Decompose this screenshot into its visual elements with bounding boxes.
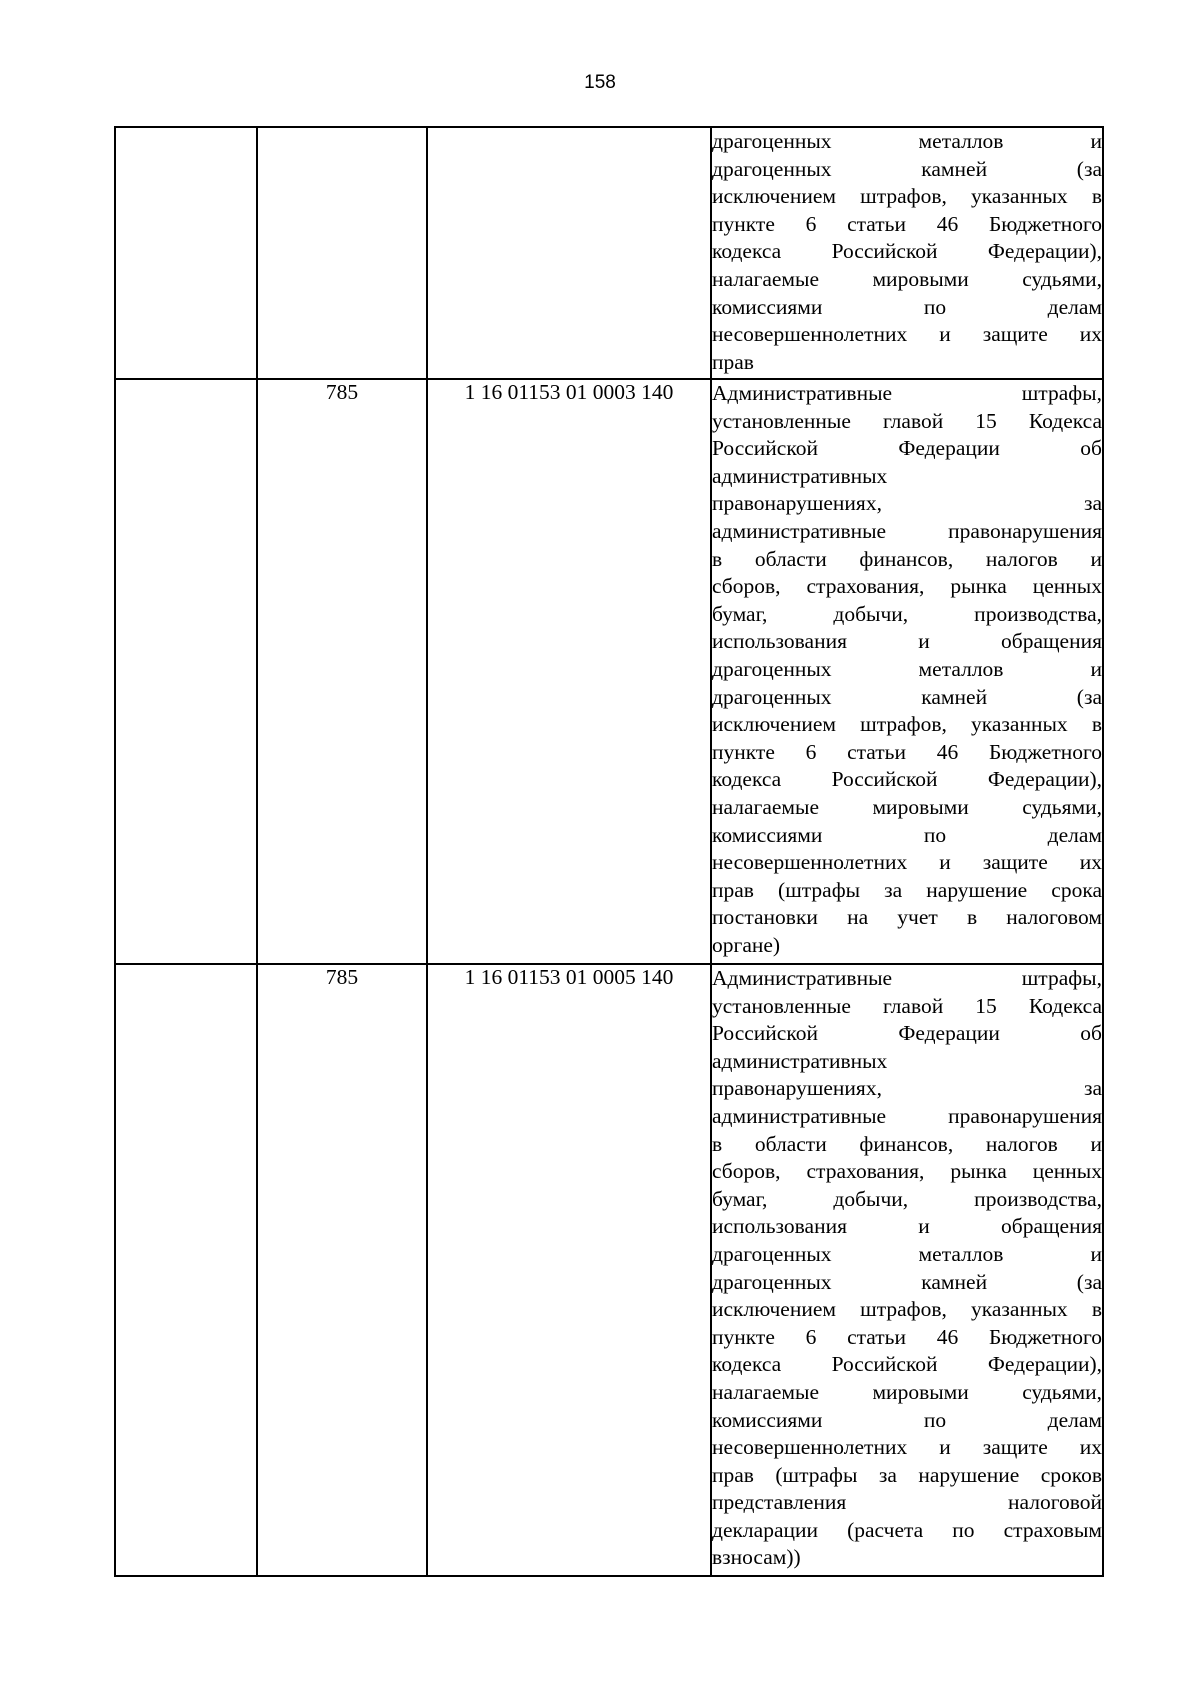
description-line: Российской Федерации об [712,1021,1102,1046]
description-cell [711,127,1103,379]
row-number-cell [115,964,257,1576]
description-line: взносам)) [712,1545,801,1570]
description-line: в области финансов, налогов и [712,1131,1102,1156]
description-line: Административные штрафы, [712,966,1102,990]
budget-code-table [114,126,1104,1577]
table-row [115,127,1103,379]
description-line: прав (штрафы за нарушение сроков [712,1462,1102,1487]
description-line: постановки на учет в налоговом [712,905,1102,930]
description-line: комиссиями по делам [712,294,1102,319]
description-line: драгоценных камней (за [712,156,1102,181]
kbk-code-cell: 1 16 01153 01 0005 140 [427,964,711,1576]
description-line: кодекса Российской Федерации), [712,767,1102,792]
description-cell [711,379,1103,964]
description-line: пункте 6 статьи 46 Бюджетного [712,739,1102,764]
description-line: бумаг, добычи, производства, [712,1186,1102,1211]
description-line: использования и обращения [712,629,1102,654]
kbk-code-cell: 1 16 01153 01 0003 140 [427,379,711,964]
description-line: прав [712,349,754,374]
description-line: Российской Федерации об [712,436,1102,461]
description-line: кодекса Российской Федерации), [712,239,1102,264]
admin-code-cell [257,127,427,379]
description-cell [711,964,1103,1576]
description-line: бумаг, добычи, производства, [712,601,1102,626]
description-line: исключением штрафов, указанных в [712,712,1102,737]
description-line: исключением штрафов, указанных в [712,1297,1102,1322]
description-line: пункте 6 статьи 46 Бюджетного [712,1324,1102,1349]
description-line: сборов, страхования, рынка ценных [712,574,1102,599]
description-line: правонарушениях, за [712,1076,1102,1101]
description-line: административные правонарушения [712,1103,1102,1128]
description-line: исключением штрафов, указанных в [712,184,1102,209]
description-line: налагаемые мировыми судьями, [712,1379,1102,1404]
description-line: налагаемые мировыми судьями, [712,794,1102,819]
description-line: драгоценных металлов и [712,656,1102,681]
description-line: декларации (расчета по страховым [712,1517,1102,1542]
description-line: комиссиями по делам [712,822,1102,847]
description-line: административных [712,463,888,488]
kbk-code-cell [427,127,711,379]
description-line: сборов, страхования, рынка ценных [712,1159,1102,1184]
description-line: несовершеннолетних и защите их [712,322,1102,347]
description-line: Административные штрафы, [712,381,1102,405]
description-line: представления налоговой [712,1490,1102,1515]
admin-code-cell: 785 [257,379,427,964]
description-line: правонарушениях, за [712,491,1102,516]
description-line: несовершеннолетних и защите их [712,1435,1102,1460]
description-line: установленные главой 15 Кодекса [712,993,1102,1018]
description-line: комиссиями по делам [712,1407,1102,1432]
description-line: административные правонарушения [712,518,1102,543]
description-line: органе) [712,932,781,957]
description-line: пункте 6 статьи 46 Бюджетного [712,211,1102,236]
description-line: драгоценных металлов и [712,129,1102,153]
description-line: драгоценных камней (за [712,684,1102,709]
description-line: драгоценных металлов и [712,1241,1102,1266]
description-line: налагаемые мировыми судьями, [712,266,1102,291]
admin-code-cell: 785 [257,964,427,1576]
row-number-cell [115,127,257,379]
description-line: драгоценных камней (за [712,1269,1102,1294]
table-row [115,379,1103,964]
description-line: установленные главой 15 Кодекса [712,408,1102,433]
description-line: кодекса Российской Федерации), [712,1352,1102,1377]
description-line: в области финансов, налогов и [712,546,1102,571]
description-line: использования и обращения [712,1214,1102,1239]
description-line: прав (штрафы за нарушение срока [712,877,1102,902]
description-line: несовершеннолетних и защите их [712,850,1102,875]
description-line: административных [712,1048,888,1073]
row-number-cell [115,379,257,964]
page-number: 158 [584,72,616,93]
table-row [115,964,1103,1576]
